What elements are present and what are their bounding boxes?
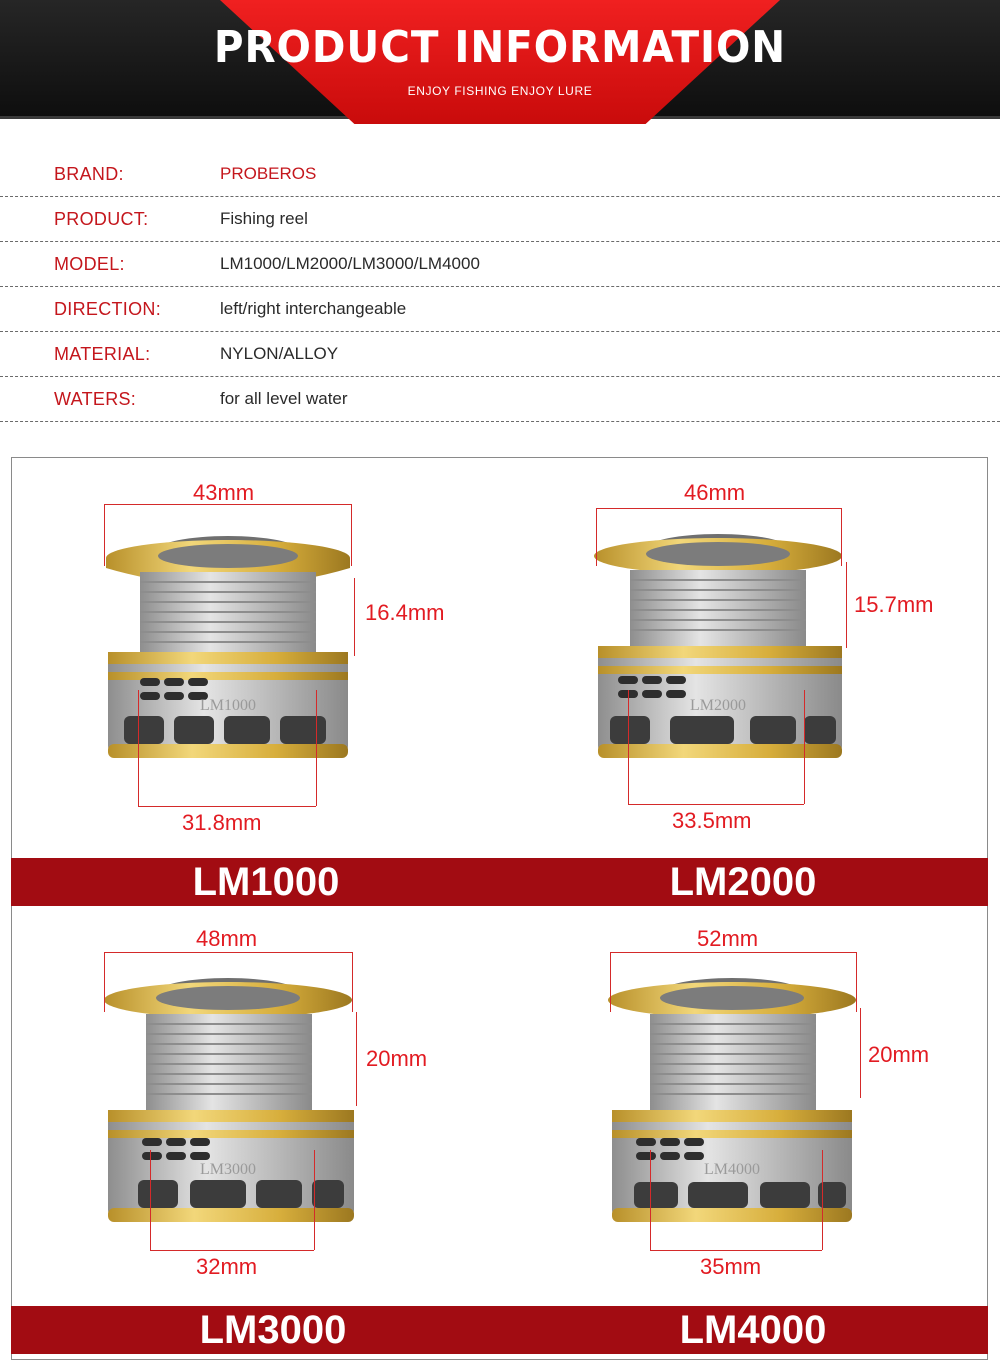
spool-image-lm4000 — [604, 962, 864, 1252]
model-label-lm1000: LM1000 — [192, 860, 340, 904]
spec-row-material — [0, 332, 1000, 377]
spool-image-lm2000 — [590, 518, 850, 788]
dimension-line-height — [354, 578, 355, 656]
spec-label: PRODUCT: — [54, 209, 149, 229]
dimension-line — [610, 952, 611, 1012]
spec-label: DIRECTION: — [54, 299, 162, 319]
top-width-label: 43mm — [193, 480, 255, 505]
dimension-line-bottom-width — [628, 804, 804, 805]
dimension-line — [841, 508, 842, 566]
dimension-line — [822, 1150, 823, 1250]
model-label-lm3000: LM3000 — [199, 1308, 347, 1352]
spool-image-lm3000 — [100, 962, 360, 1252]
spec-value: for all level water — [220, 389, 348, 408]
spec-value: LM1000/LM2000/LM3000/LM4000 — [220, 254, 480, 273]
spec-label: BRAND: — [54, 164, 124, 184]
spool-engraving: LM4000 — [704, 1161, 760, 1178]
spool-engraving: LM1000 — [200, 697, 256, 714]
dimension-line — [316, 690, 317, 806]
bottom-width-label: 35mm — [700, 1254, 762, 1279]
page-title: PRODUCT INFORMATION — [213, 22, 787, 73]
dimension-line — [628, 690, 629, 804]
dimension-line-height — [846, 562, 847, 648]
dimension-line — [596, 508, 597, 566]
spool-engraving: LM2000 — [690, 697, 746, 714]
top-width-label: 46mm — [684, 480, 746, 505]
height-label: 15.7mm — [854, 592, 934, 617]
dimension-line-top-width — [610, 952, 856, 953]
dimension-line — [856, 952, 857, 1012]
dimension-line — [352, 952, 353, 1012]
dimension-line — [138, 690, 139, 806]
height-label: 20mm — [366, 1046, 428, 1071]
spec-row-waters — [0, 377, 1000, 422]
dimension-line-bottom-width — [138, 806, 316, 807]
page-subtitle: ENJOY FISHING ENJOY LURE — [407, 84, 593, 98]
spec-row-direction — [0, 287, 1000, 332]
bottom-width-label: 31.8mm — [182, 810, 262, 835]
spec-row-model — [0, 242, 1000, 287]
spec-table — [0, 152, 1000, 422]
dimension-line — [804, 690, 805, 804]
model-label-lm2000: LM2000 — [669, 860, 817, 904]
spool-engraving: LM3000 — [200, 1161, 256, 1178]
model-bar-bottom — [11, 1306, 988, 1354]
spec-value: Fishing reel — [220, 209, 308, 228]
height-label: 20mm — [868, 1042, 930, 1067]
top-width-label: 52mm — [697, 926, 759, 951]
top-width-label: 48mm — [196, 926, 258, 951]
dimension-line-height — [860, 1008, 861, 1098]
dimension-line — [650, 1150, 651, 1250]
spec-label: MODEL: — [54, 254, 125, 274]
spec-row-product — [0, 197, 1000, 242]
dimension-line-bottom-width — [150, 1250, 314, 1251]
dimension-line — [150, 1150, 151, 1250]
dimension-line — [104, 504, 105, 566]
dimension-line-top-width — [596, 508, 842, 509]
spec-value: PROBEROS — [220, 164, 317, 183]
dimension-line — [104, 952, 105, 1012]
spec-label: WATERS: — [54, 389, 137, 409]
spec-row-brand — [0, 152, 1000, 197]
model-label-lm4000: LM4000 — [679, 1308, 827, 1352]
height-label: 16.4mm — [365, 600, 445, 625]
dimension-line — [351, 504, 352, 566]
dimension-line-bottom-width — [650, 1250, 822, 1251]
bottom-width-label: 33.5mm — [672, 808, 752, 833]
dimension-line-top-width — [104, 952, 352, 953]
dimension-line — [314, 1150, 315, 1250]
spec-label: MATERIAL: — [54, 344, 151, 364]
spec-value: left/right interchangeable — [220, 299, 407, 318]
dimension-line-height — [356, 1012, 357, 1106]
spec-value: NYLON/ALLOY — [220, 344, 339, 363]
bottom-width-label: 32mm — [196, 1254, 258, 1279]
model-bar-top — [11, 858, 988, 906]
spool-image-lm1000 — [100, 520, 360, 790]
